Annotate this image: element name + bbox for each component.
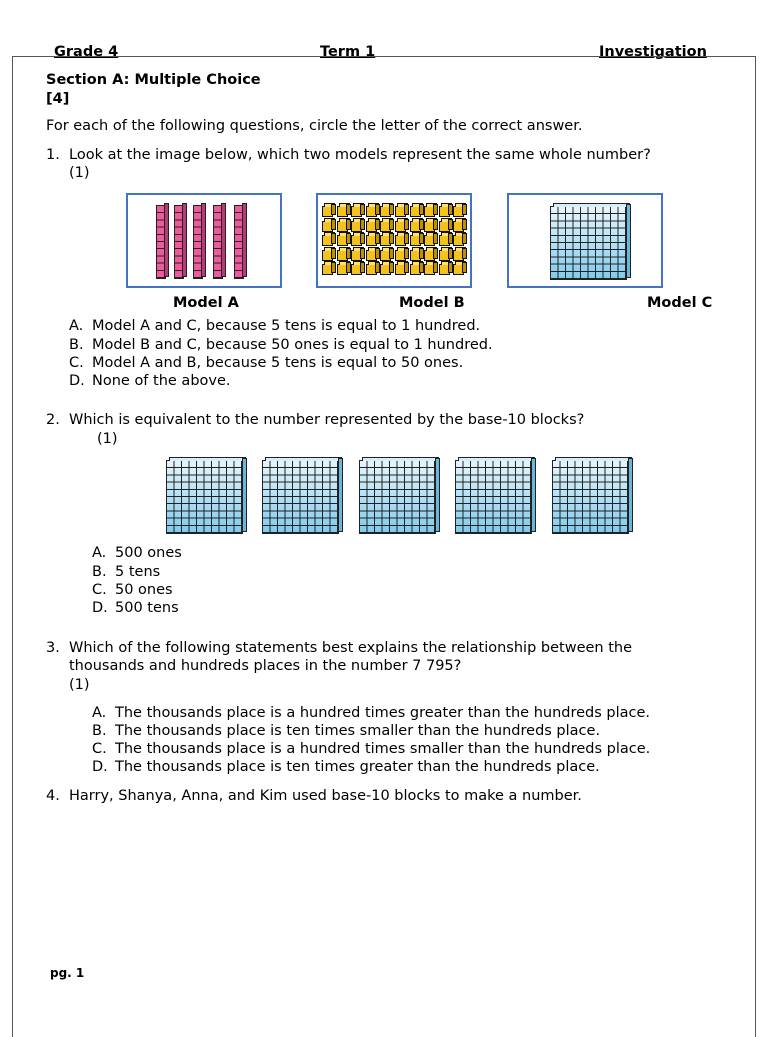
unit-cube-block	[351, 264, 362, 275]
unit-cube-block	[380, 221, 391, 232]
model-b-box	[316, 193, 472, 288]
ten-rod-block	[193, 205, 203, 279]
ten-rod-block	[234, 205, 244, 279]
unit-cube-block	[337, 250, 348, 261]
q3-text-line1: Which of the following statements best explains the relationship between the	[69, 640, 633, 656]
ten-rod-block	[174, 205, 184, 279]
unit-cube-block	[395, 235, 406, 246]
section-title: Section A: Multiple Choice	[46, 72, 261, 88]
unit-cube-block	[439, 264, 450, 275]
unit-cube-block	[351, 206, 362, 217]
unit-cube-block	[322, 206, 333, 217]
unit-cube-block	[395, 206, 406, 217]
q3-option-c[interactable]: C. The thousands place is a hundred times smaller than the hundreds place.	[92, 741, 651, 757]
unit-cube-block	[322, 221, 333, 232]
unit-cube-block	[453, 206, 464, 217]
unit-cube-block	[337, 206, 348, 217]
hundred-flat-block	[455, 460, 532, 534]
q1-option-c[interactable]: C. Model A and B, because 5 tens is equal to 50 ones.	[69, 355, 464, 371]
unit-cube-block	[380, 264, 391, 275]
q2-marks: (1)	[97, 431, 118, 447]
unit-cube-block	[322, 264, 333, 275]
unit-cube-block	[380, 235, 391, 246]
model-b-label: Model B	[399, 295, 465, 311]
q1-number: 1.	[46, 147, 60, 163]
q2-option-c[interactable]: C. 50 ones	[92, 582, 173, 598]
unit-cube-block	[424, 235, 435, 246]
unit-cube-block	[424, 206, 435, 217]
q1-option-d[interactable]: D. None of the above.	[69, 373, 231, 389]
q3-option-d[interactable]: D. The thousands place is ten times greater than the hundreds place.	[92, 759, 600, 775]
q2-option-d[interactable]: D. 500 tens	[92, 600, 179, 616]
unit-cube-block	[366, 264, 377, 275]
header-grade: Grade 4	[54, 44, 119, 60]
hundred-flat-block	[552, 460, 629, 534]
q1-option-a[interactable]: A. Model A and C, because 5 tens is equal to 1 hundred.	[69, 318, 481, 334]
hundred-flat-block	[550, 206, 627, 280]
q1-text: Look at the image below, which two models represent the same whole number?	[69, 147, 651, 163]
unit-cube-block	[453, 235, 464, 246]
unit-cube-block	[337, 221, 348, 232]
unit-cube-block	[424, 221, 435, 232]
q3-option-b[interactable]: B. The thousands place is ten times smaller than the hundreds place.	[92, 723, 601, 739]
unit-cube-block	[366, 235, 377, 246]
q4-text: Harry, Shanya, Anna, and Kim used base-10 blocks to make a number.	[69, 788, 582, 804]
q3-number: 3.	[46, 640, 60, 656]
unit-cube-block	[380, 250, 391, 261]
unit-cube-block	[410, 264, 421, 275]
model-a-label: Model A	[173, 295, 239, 311]
header-type: Investigation	[599, 44, 707, 60]
model-c-label: Model C	[647, 295, 713, 311]
unit-cube-block	[453, 221, 464, 232]
unit-cube-block	[322, 235, 333, 246]
unit-cube-block	[380, 206, 391, 217]
unit-cube-block	[453, 264, 464, 275]
page-number: pg. 1	[50, 966, 85, 980]
unit-cube-block	[351, 250, 362, 261]
q1-option-b[interactable]: B. Model B and C, because 50 ones is equal to 1 hundred.	[69, 337, 493, 353]
ten-rod-block	[156, 205, 166, 279]
unit-cube-block	[395, 264, 406, 275]
unit-cube-block	[424, 250, 435, 261]
unit-cube-block	[366, 206, 377, 217]
unit-cube-block	[395, 221, 406, 232]
model-a-box	[126, 193, 282, 288]
unit-cube-block	[453, 250, 464, 261]
unit-cube-block	[351, 221, 362, 232]
unit-cube-block	[410, 206, 421, 217]
q2-option-b[interactable]: B. 5 tens	[92, 564, 161, 580]
unit-cube-block	[439, 221, 450, 232]
unit-cube-block	[337, 235, 348, 246]
unit-cube-block	[366, 221, 377, 232]
unit-cube-block	[366, 250, 377, 261]
q3-option-a[interactable]: A. The thousands place is a hundred times greater than the hundreds place.	[92, 705, 651, 721]
hundred-flat-block	[166, 460, 243, 534]
ten-rod-block	[213, 205, 223, 279]
unit-cube-block	[395, 250, 406, 261]
unit-cube-block	[322, 250, 333, 261]
q4-number: 4.	[46, 788, 60, 804]
unit-cube-block	[439, 235, 450, 246]
unit-cube-block	[410, 221, 421, 232]
q2-option-a[interactable]: A. 500 ones	[92, 545, 182, 561]
model-c-box	[507, 193, 663, 288]
q3-text-line2: thousands and hundreds places in the number 7 795?	[69, 658, 462, 674]
hundred-flat-block	[359, 460, 436, 534]
unit-cube-block	[337, 264, 348, 275]
unit-cube-block	[424, 264, 435, 275]
section-instructions: For each of the following questions, circle the letter of the correct answer.	[46, 118, 583, 134]
unit-cube-block	[439, 250, 450, 261]
unit-cube-block	[410, 250, 421, 261]
q1-marks: (1)	[69, 165, 90, 181]
unit-cube-block	[439, 206, 450, 217]
unit-cube-block	[410, 235, 421, 246]
header-term: Term 1	[320, 44, 376, 60]
q2-text: Which is equivalent to the number represented by the base-10 blocks?	[69, 412, 585, 428]
unit-cube-block	[351, 235, 362, 246]
section-marks: [4]	[46, 91, 70, 107]
hundred-flat-block	[262, 460, 339, 534]
q3-marks: (1)	[69, 677, 90, 693]
q2-number: 2.	[46, 412, 60, 428]
